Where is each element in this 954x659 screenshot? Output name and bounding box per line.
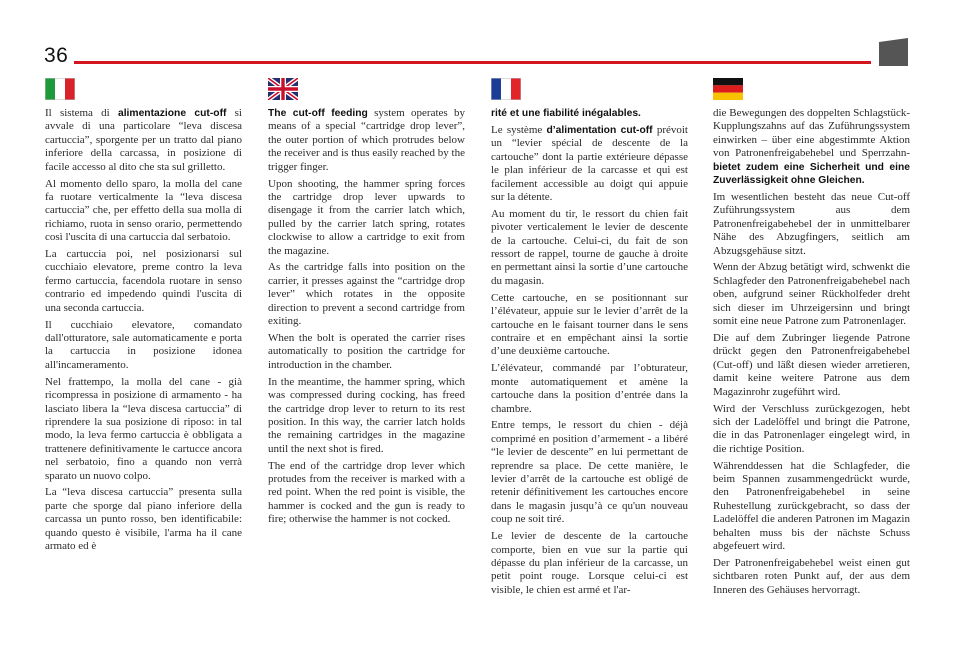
paragraph: The end of the cartridge drop lever which protudes from the receiver is marked with a red point. When the red point is visible, the hammer is cocked and the gun is ready to fire; otherwise the hammer is not cocked. xyxy=(268,459,465,526)
text-run: prévoit un “levier spécial de descente de la cartouche” dont la partie extérieure dépasse le plan inférieur de la carcasse et qui est facilement accessible au doigt qui appuie sur la détente. xyxy=(491,123,688,203)
paragraph xyxy=(491,107,688,120)
paragraph: Upon shooting, the hammer spring forces the cartridge drop lever upwards to disengage it from the carrier latch which, pulled by the carrier latch spring, rotates clockwise to allow a cartridge to exit from the magazine. xyxy=(268,177,465,257)
bold-term: The cut-off feeding xyxy=(268,108,368,119)
france-flag-icon xyxy=(491,78,521,100)
paragraph: Il cucchiaio elevatore, comandato dall'otturatore, sale automaticamente e porta la cartuccia in posizione idonea all'incameramento. xyxy=(45,318,242,371)
uk-flag-icon xyxy=(268,78,298,100)
paragraph: Währenddessen hat die Schlagfeder, die beim Spannen zusammengedrückt wurde, den Patronenfreigabehebel in seine Ruhestellung zurückgebracht, so dass der Ladelöffel die anderen Patronen im Magazin behalten muss bis der nächste Schuss abgefeuert wird. xyxy=(713,459,910,553)
german-column xyxy=(713,107,910,601)
english-column xyxy=(268,107,465,530)
germany-flag-icon xyxy=(713,78,743,100)
bold-term: rité et une fiabilité inégalables. xyxy=(491,108,641,119)
paragraph: Le levier de descente de la cartouche comporte, bien en vue sur la partie qui dépasse du plan inférieur de la carcasse, un petit point rouge. Lorsque celui-ci est visible, le chien est armé et l'ar- xyxy=(491,530,688,596)
text-run: system operates by means of a special “cartridge drop lever”, the outer portion of which protrudes below the receiver and is thus easily reached by the trigger finger. xyxy=(268,107,465,173)
bold-term: d’alimentation cut-off xyxy=(546,124,653,136)
italy-flag-icon xyxy=(45,78,75,100)
paragraph xyxy=(268,107,465,174)
paragraph: Nel frattempo, la molla del cane - già ricompressa in posizione di armamento - ha lasciato libera la “leva discesa cartuccia” di riprendere la sua posizione di riposo: in tal modo, la leva fermo cartuccia è obbligata a trattenere definitivamente le cartucce ancora nel serbatoio, fino a quando non verrà sparato un nuovo colpo. xyxy=(45,375,242,482)
paragraph: As the cartridge falls into position on the carrier, it presses against the “cartridge drop lever” which rotates in the opposite direction to prevent a second cartridge from exiting. xyxy=(268,261,465,328)
text-run: die Bewegungen des doppelten Schlagstück-Kupplungszahns auf das Zuführungssystem einwirken – über eine abgestimmte Aktion von Patronenfreigabehebel und Sperrzahn- xyxy=(713,107,910,160)
paragraph: Im wesentlichen besteht das neue Cut-off Zuführungssystem aus dem Patronenfreigabehebel der in unmittelbarer Nähe des Abzugfingers, seitlich am Abzugsgehäuse sitzt. xyxy=(713,190,910,257)
paragraph: Der Patronenfreigabehebel weist einen gut sichtbaren roten Punkt auf, der aus dem Inneren des Gehäuses hervorragt. xyxy=(713,557,910,596)
paragraph: La cartuccia poi, nel posizionarsi sul cucchiaio elevatore, preme contro la leva fermo cartuccia, facendola ruotare in senso contrario ed impedendo quindi l'uscita di una seconda cartuccia. xyxy=(45,248,242,314)
french-column xyxy=(491,107,688,601)
corner-tab-icon xyxy=(879,38,908,66)
bold-term: bietet zudem eine Sicherheit und eine Zuverlässigkeit ohne Gleichen. xyxy=(713,161,910,187)
bold-term: alimentazione cut-off xyxy=(117,108,227,119)
paragraph: When the bolt is operated the carrier rises automatically to position the cartridge for introduction in the chamber. xyxy=(268,332,465,371)
header-rule xyxy=(74,61,871,64)
paragraph xyxy=(713,107,910,187)
text-run: Le système xyxy=(491,123,547,136)
paragraph: Entre temps, le ressort du chien - déjà comprimé en position d’armement - a libéré “le levier de descente” en lui permettant de reprendre sa place. De cette manière, le levier d’arrêt de la cartouche est obligé de retenir définitivement les cartouches encore dans le magasin jusqu’à ce qu'un nouveau coup ne soit tiré. xyxy=(491,419,688,526)
paragraph: In the meantime, the hammer spring, which was compressed during cocking, has freed the cartridge drop lever to return to its rest position. In this way, the carrier latch holds the remaining cartridges in the magazine until the next shot is fired. xyxy=(268,375,465,455)
paragraph xyxy=(45,107,242,174)
paragraph: Wird der Verschluss zurückgezogen, hebt sich der Ladelöffel und bringt die Patrone, die in das Patronenlager eingelegt wird, in die richtige Position. xyxy=(713,402,910,455)
paragraph: La “leva discesa cartuccia” presenta sulla parte che sporge dal piano inferiore della carcassa un punto rosso, ben identificabile: quando questo è visibile, l'arma ha il cane armato ed è xyxy=(45,486,242,553)
text-run: si avvale di una particolare “leva discesa cartuccia”, sporgente per un tratto dal piano inferiore della carcassa, in posizione di facile accesso al dito che sta sul grilletto. xyxy=(45,107,242,173)
page-number: 36 xyxy=(44,44,69,67)
paragraph: Al momento dello sparo, la molla del cane fa ruotare verticalmente la “leva discesa cartuccia” che, per effetto della sua molla di richiamo, ruota in senso orario, permettendo così l'uscita di una cartuccia dal serbatoio. xyxy=(45,177,242,244)
paragraph: L’élévateur, commandé par l’obturateur, monte automatiquement et amène la cartouche dans la position d’entrée dans la chambre. xyxy=(491,362,688,415)
paragraph xyxy=(491,124,688,204)
paragraph: Die auf dem Zubringer liegende Patrone drückt gegen den Patronenfreigabehebel (Cut-off) und läßt diesen wieder arretieren, damit keine weitere Patrone aus dem Magazinrohr zugeführt wird. xyxy=(713,332,910,398)
paragraph: Au moment du tir, le ressort du chien fait pivoter verticalement le levier de descente de la cartouche. Celui-ci, du fait de son ressort de rappel, tourne de gauche à droite en permettant ainsi la sortie d’une cartouche du magasin. xyxy=(491,207,688,287)
italian-column xyxy=(45,107,242,557)
paragraph: Cette cartouche, en se positionnant sur l’élévateur, appuie sur le levier d’arrêt de la cartouche en le faisant tourner dans le sens contraire et en empêchant ainsi la sortie d’une deuxième cartouche. xyxy=(491,291,688,358)
text-run: Il sistema di xyxy=(45,107,118,119)
paragraph: Wenn der Abzug betätigt wird, schwenkt die Schlagfeder den Patronenfreigabehebel nach oben, aufgrund seiner Rückholfeder dreht sich dieser im Uhrzeigersinn und bringt somit eine neue Patrone zum Patronenlager. xyxy=(713,261,910,328)
